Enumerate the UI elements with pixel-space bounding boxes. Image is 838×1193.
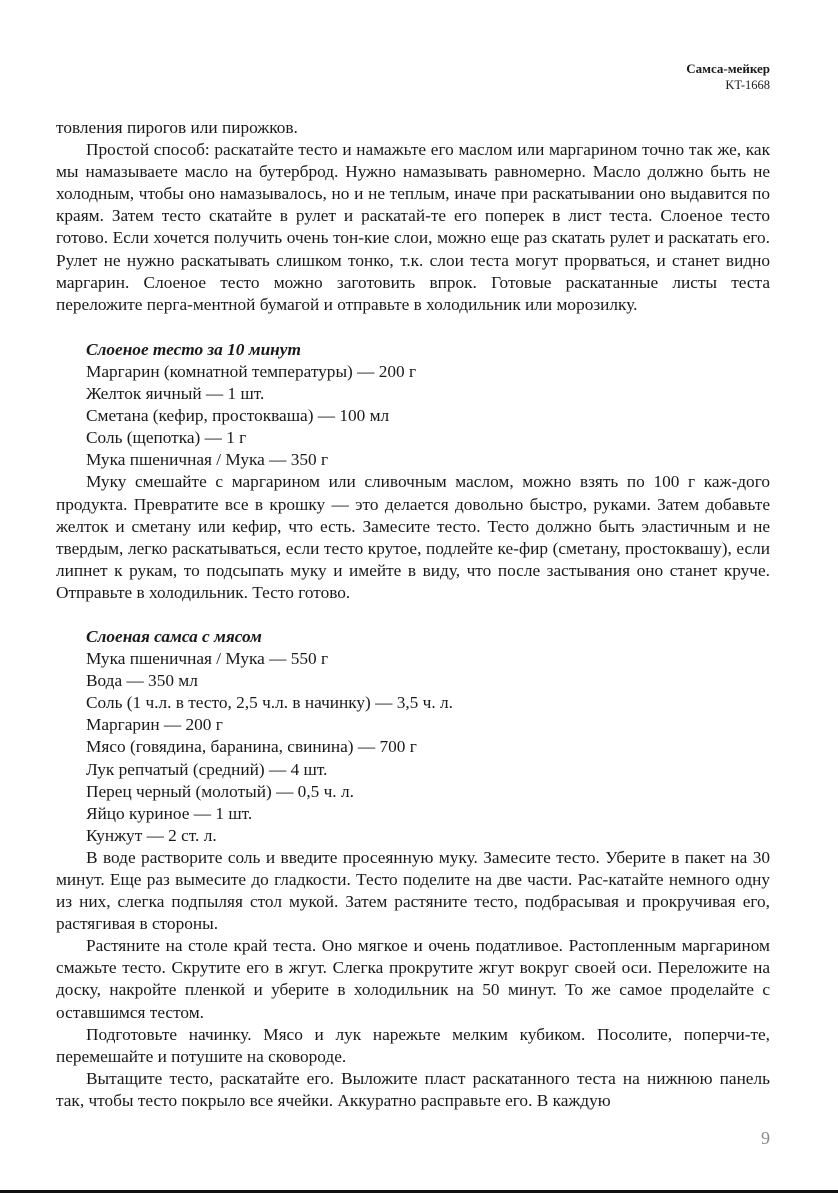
recipe-method-paragraph: Подготовьте начинку. Мясо и лук нарежьте мелким кубиком. Посолите, поперчи-те, перемешайте и потушите на сковороде.	[56, 1024, 770, 1066]
ingredient-line: Маргарин — 200 г	[86, 715, 223, 735]
ingredient-line: Мука пшеничная / Мука — 350 г	[86, 450, 329, 470]
ingredient-line: Желток яичный — 1 шт.	[86, 384, 265, 404]
page-number: 9	[761, 1128, 770, 1148]
recipe-method-paragraph: Растяните на столе край теста. Оно мягкое и очень податливое. Растопленным маргарином смажьте тесто. Скрутите его в жгут. Слегка прокрутите жгут вокруг своей оси. Переложите на доску, накройте пленкой и уберите в холодильник на 50 минут. То же самое проделайте с оставшимся тестом.	[56, 936, 770, 1022]
paragraph-continued: товления пирогов или пирожков.	[56, 118, 298, 137]
ingredient-line: Мясо (говядина, баранина, свинина) — 700 г	[86, 737, 417, 757]
recipe-title-puff-pastry: Слоеное тесто за 10 минут	[86, 339, 301, 359]
ingredient-line: Лук репчатый (средний) — 4 шт.	[86, 759, 328, 779]
recipe-method-paragraph: В воде растворите соль и введите просеянную муку. Замесите тесто. Уберите в пакет на 30 минут. Еще раз вымесите до гладкости. Тесто поделите на две части. Рас-катайте немного одну из них, слегка подпыляя стол мукой. Затем растяните тесто, подбрасывая и прокручивая его, растягивая в стороны.	[56, 847, 770, 934]
paragraph-simple-method: Простой способ: раскатайте тесто и намажьте его маслом или маргарином точно так же, как мы намазываете масло на бутерброд. Нужно намазывать равномерно. Масло должно быть не холодным, чтобы оно намазывалось, но и не теплым, иначе при раскатывании оно выдавится по краям. Затем тесто скатайте в рулет и раскатай-те его поперек в лист теста. Слоеное тесто готово. Если хочется получить очень тон-кие слои, можно еще раз скатать рулет и раскатать его. Рулет не нужно раскатывать слишком тонко, т.к. слои теста могут прорваться, и станет видно маргарин. Слоеное тесто можно заготовить впрок. Готовые раскатанные листы теста переложите перга-ментной бумагой и отправьте в холодильник или морозилку.	[56, 140, 770, 314]
ingredient-line: Мука пшеничная / Мука — 550 г	[86, 649, 329, 669]
ingredient-line: Перец черный (молотый) — 0,5 ч. л.	[86, 781, 354, 801]
running-header	[686, 60, 770, 94]
section-spacer	[56, 316, 770, 339]
body-text	[56, 117, 770, 1112]
ingredient-line: Соль (щепотка) — 1 г	[86, 428, 247, 448]
header-brand: Самса-мейкер	[686, 61, 770, 76]
header-model: KT-1668	[725, 78, 770, 92]
recipe-method-paragraph: Вытащите тесто, раскатайте его. Выложите пласт раскатанного теста на нижнюю панель так, чтобы тесто покрыло все ячейки. Аккуратно расправьте его. В каждую	[56, 1068, 770, 1110]
ingredient-line: Кунжут — 2 ст. л.	[86, 825, 217, 845]
ingredient-line: Маргарин (комнатной температуры) — 200 г	[86, 361, 417, 381]
recipe-method-paragraph: Муку смешайте с маргарином или сливочным маслом, можно взять по 100 г каж-дого продукта. Превратите все в крошку — это делается довольно быстро, руками. Затем добавьте желток и сметану или кефир, что есть. Замесите тесто. Тесто должно быть эластичным и не твердым, легко раскатываться, если тесто крутое, подлейте ке-фир (сметану, простоквашу), если липнет к рукам, то подсыпать муку и имейте в виду, что после застывания оно станет круче. Отправьте в холодильник. Тесто готово.	[56, 472, 770, 602]
section-spacer	[56, 604, 770, 626]
ingredient-line: Вода — 350 мл	[86, 671, 198, 691]
ingredient-line: Яйцо куриное — 1 шт.	[86, 803, 253, 823]
ingredient-line: Сметана (кефир, простокваша) — 100 мл	[86, 406, 390, 426]
recipe-title-samsa: Слоеная самса с мясом	[86, 626, 262, 646]
ingredient-line: Соль (1 ч.л. в тесто, 2,5 ч.л. в начинку) — 3,5 ч. л.	[86, 693, 453, 713]
